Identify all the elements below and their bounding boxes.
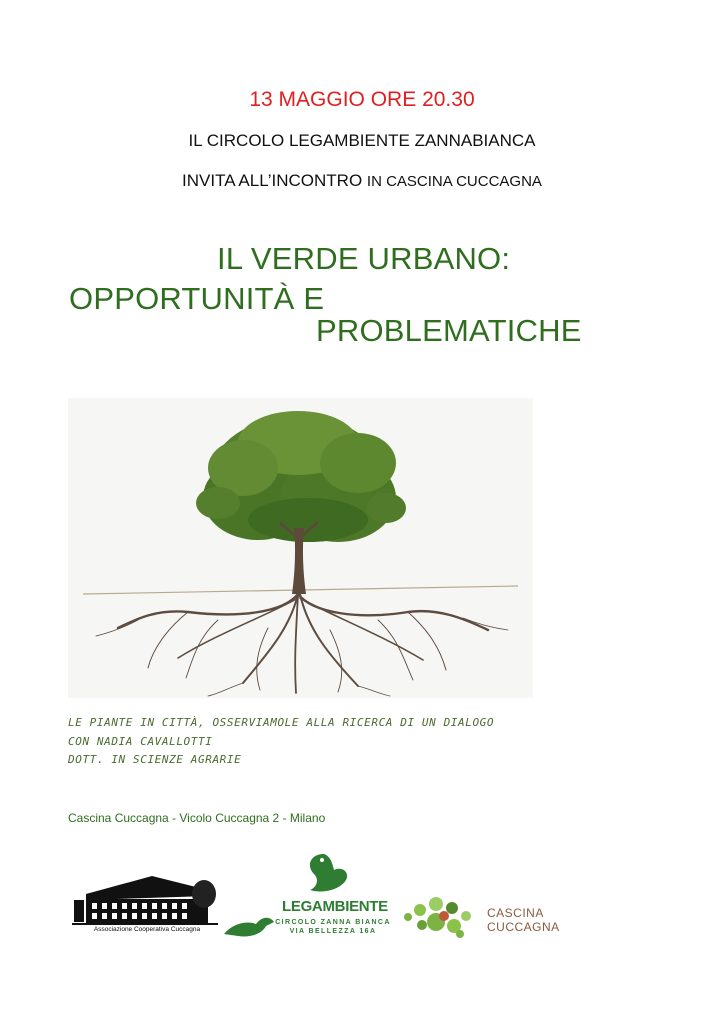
legambiente-name: LEGAMBIENTE	[282, 898, 388, 915]
title-line-2: OPPORTUNITÀ E	[69, 281, 325, 316]
wolf-icon	[224, 918, 274, 937]
invite-place: IN CASCINA CUCCAGNA	[366, 173, 542, 190]
tree-illustration	[68, 398, 533, 698]
cascina-cuccagna-logo	[400, 892, 480, 942]
tree-with-roots-image	[68, 398, 533, 698]
talk-speaker-title: DOTT. IN SCIENZE AGRARIE	[68, 753, 242, 766]
cascina-word-1: CASCINA	[487, 906, 544, 920]
invite-line	[0, 171, 724, 191]
event-date: 13 MAGGIO ORE 20.30	[249, 88, 475, 111]
legambiente-address: VIA BELLEZZA 16A	[289, 928, 377, 935]
talk-topic: LE PIANTE IN CITTÀ, OSSERVIAMOLE ALLA RICERCA DI UN DIALOGO	[68, 716, 495, 729]
host-line: IL CIRCOLO LEGAMBIENTE ZANNABIANCA	[188, 131, 536, 150]
circles-icon	[400, 892, 480, 942]
venue-address: Cascina Cuccagna - Vicolo Cuccagna 2 - Milano	[68, 811, 326, 825]
title-line-3: PROBLEMATICHE	[316, 313, 582, 348]
talk-speaker: CON NADIA CAVALLOTTI	[68, 735, 213, 748]
cooperativa-label: Associazione Cooperativa Cuccagna	[93, 926, 201, 933]
legambiente-circolo: CIRCOLO ZANNA BIANCA	[275, 919, 391, 926]
invite-main: INVITA ALL’INCONTRO	[182, 171, 363, 190]
cascina-word-2: CUCCAGNA	[487, 920, 560, 934]
title-line-1: IL VERDE URBANO:	[217, 241, 511, 276]
